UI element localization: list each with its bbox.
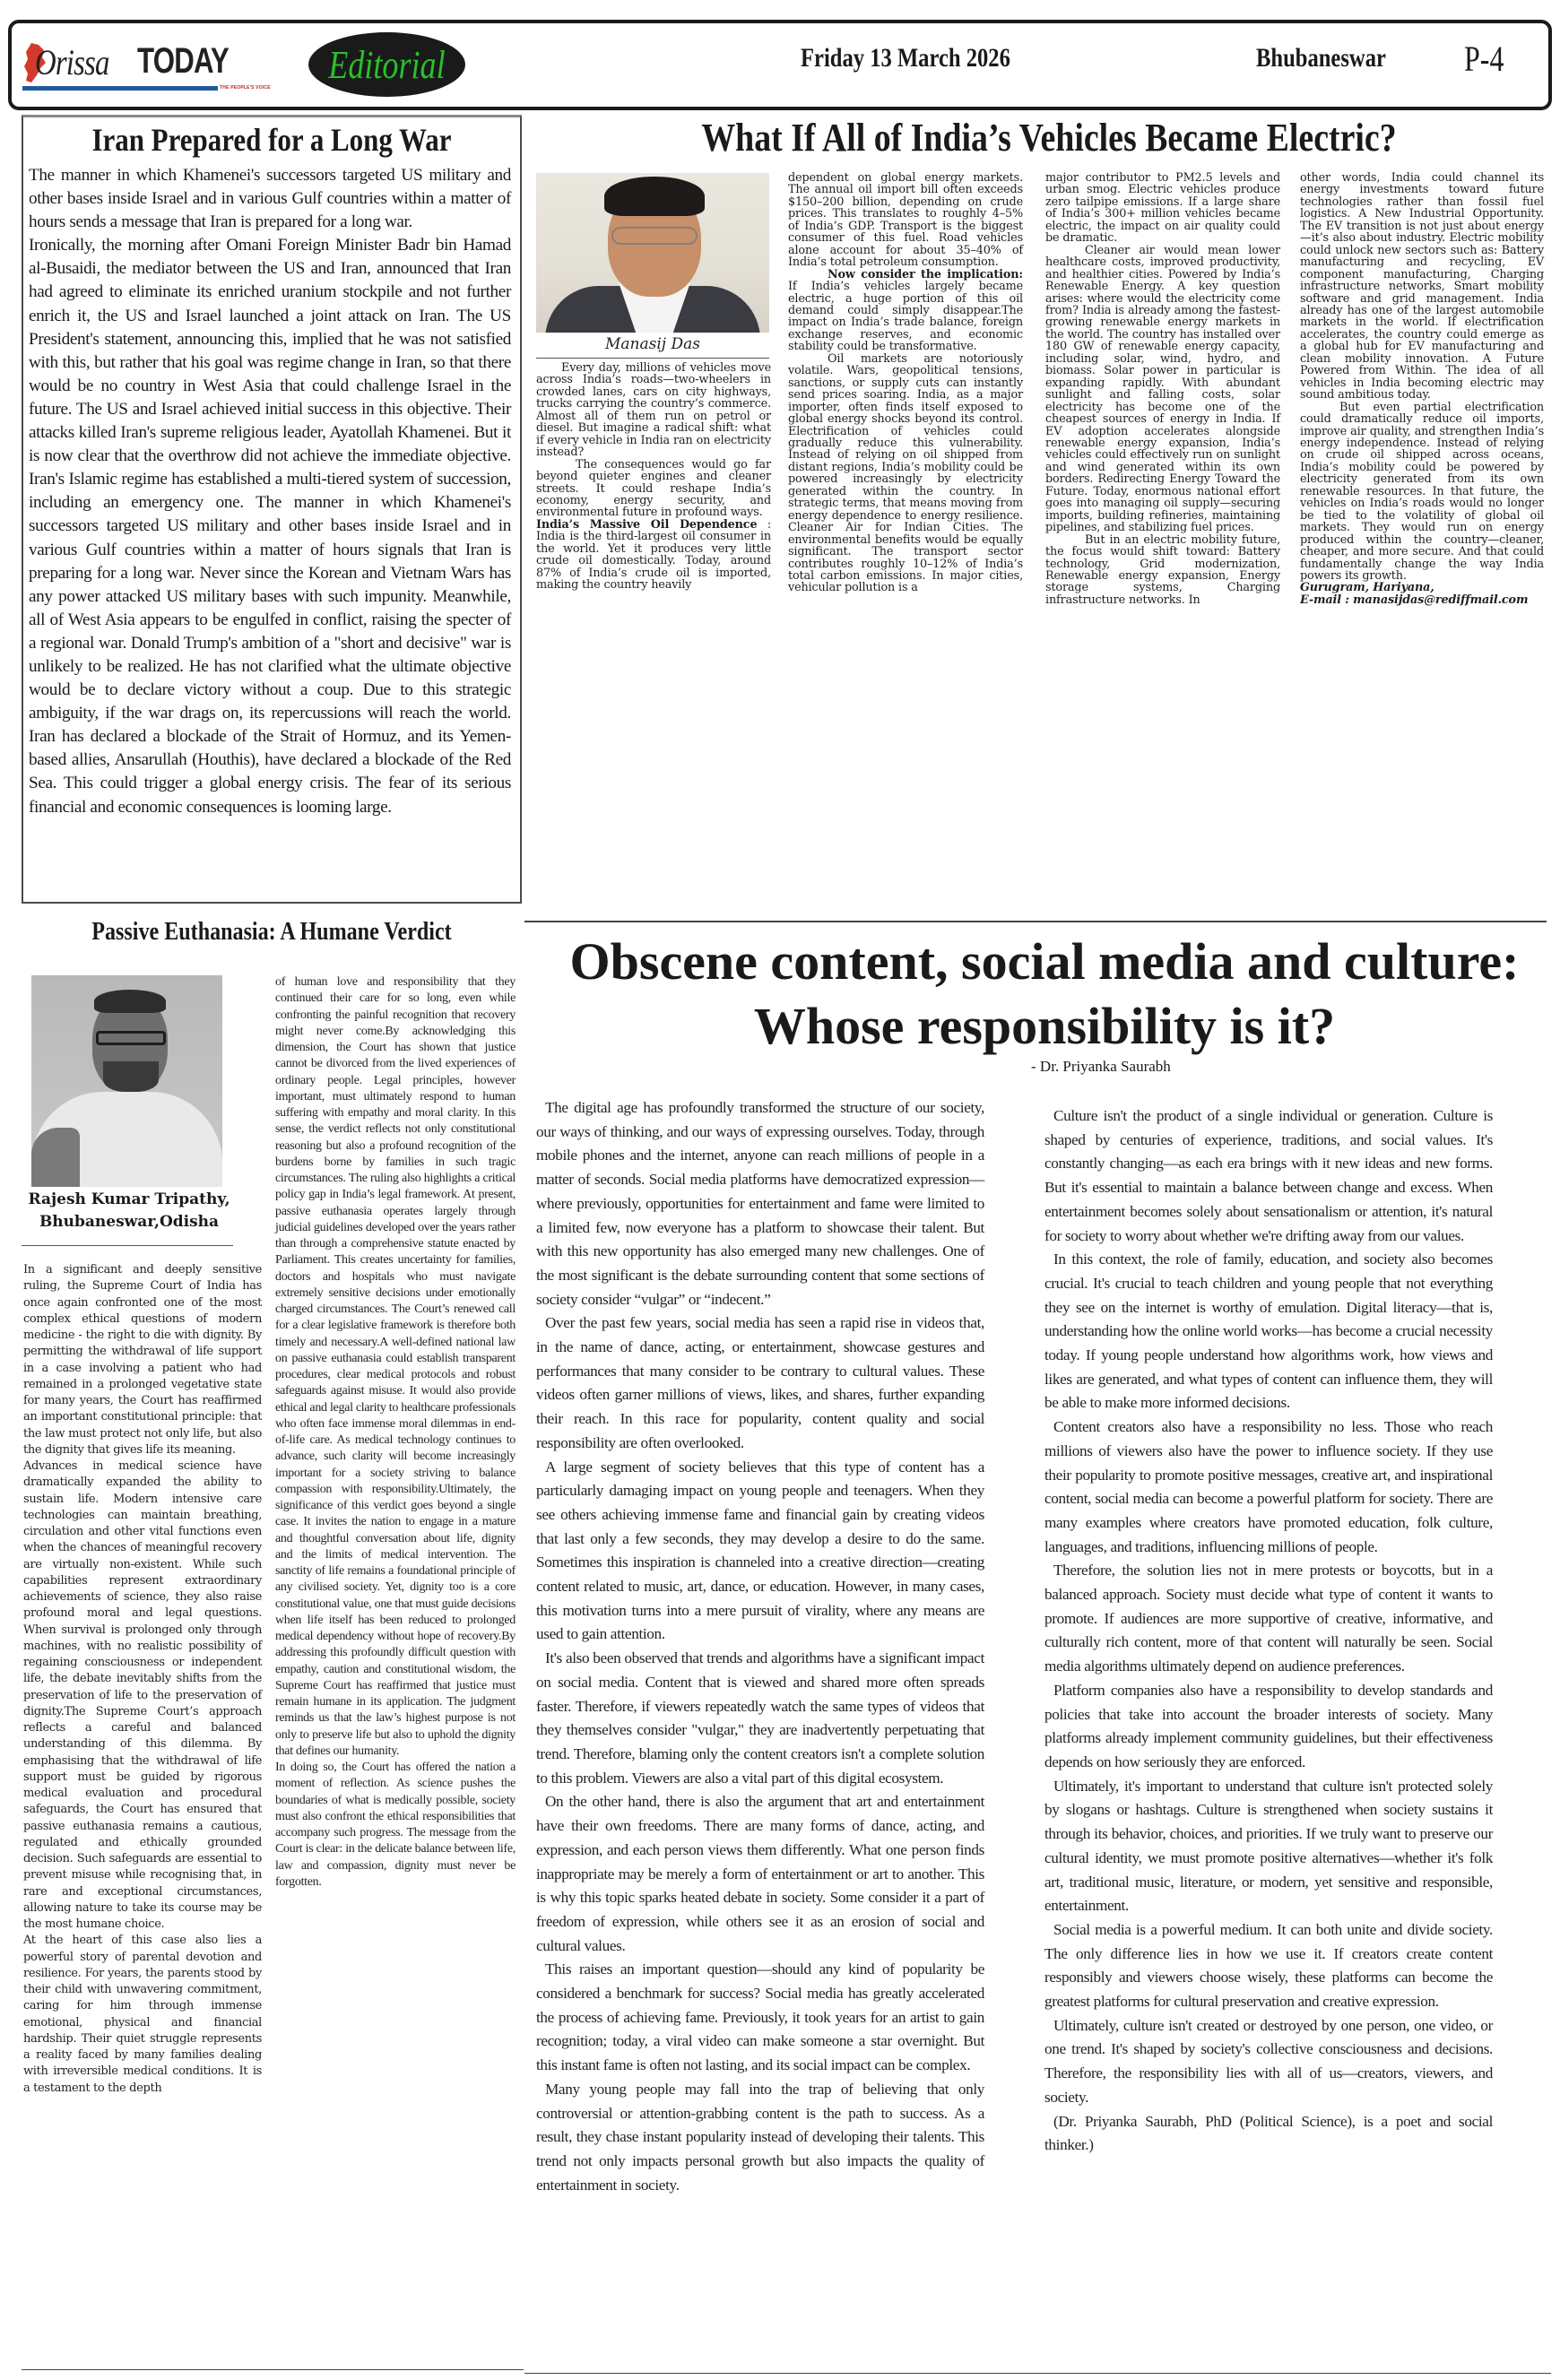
paragraph: It's also been observed that trends and algorithms have a significant impact on social media. Content that is viewed and shared more often spreads faster. Therefore, if viewers repeatedly watch the same types of videos that they themselves consider "vulgar," they are inadvertently perpetuating that trend. Therefore, blaming only the content creators isn't a complete solution to this problem. Viewers are also a vital part of this digital ecosystem.	[536, 1649, 984, 1787]
paragraph: India’s Massive Oil Dependence : India is the third-largest oil consumer in the world. Yet it produces very little crude oil domestically. Today, around 87% of India’s crude oil is imported, making the country heavily	[536, 517, 771, 593]
paragraph: This raises an important question—should any kind of popularity be considered a benchmark for success? Social media has greatly accelerated the process of achieving fame. Previously, it took years for an artist to gain recognition; today, a viral video can make someone a star overnight. But this instant fame is often not lasting, and its social impact can be complex.	[536, 1960, 984, 2074]
divider	[22, 1245, 233, 1246]
article-title: What If All of India’s Vehicles Became Electric?	[701, 116, 1397, 160]
paragraph: Many young people may fall into the trap of believing that only controversial or attention-grabbing content is the path to success. As a result, they chase instant popularity instead of developing their talents. This trend not only impacts personal growth but also impacts the quality of entertainment in society.	[536, 2080, 984, 2194]
photo-caption: Manasij Das	[605, 335, 700, 353]
article-body	[29, 164, 511, 819]
author-credit	[22, 1189, 237, 1233]
divider	[22, 2369, 524, 2370]
subhead: India’s Massive Oil Dependence	[536, 517, 758, 532]
paragraph: Now consider the implication: If India’s vehicles largely became electric, a huge portion of this oil demand could simply disappear.The impact on India’s trade balance, foreign exchange reserves, and economic stability could be transformative.	[788, 267, 1023, 354]
paragraph: Platform companies also have a responsibility to develop standards and policies that take into account the broader interests of society. Many platforms already implement community guidelines, but their effectiveness depends on how seriously they are enforced.	[1044, 1681, 1493, 1770]
paragraph: Culture isn't the product of a single individual or generation. Culture is shaped by centuries of experience, traditions, and social values. It's constantly changing—as each era brings with it new ideas and new forms. But it's essential to maintain a balance between change and excess. When entertainment becomes solely about sensationalism or attention, it's natural for society to worry about whether we're drifting away from our values.	[1044, 1107, 1493, 1244]
author-photo	[31, 975, 222, 1187]
logo-orissa-text: Orissa	[35, 42, 109, 82]
author-email[interactable]: E-mail : manasijdas@rediffmail.com	[1300, 593, 1529, 607]
author-bio: (Dr. Priyanka Saurabh, PhD (Political Science), is a poet and social thinker.)	[1044, 2112, 1493, 2154]
paragraph: Cleaner air would mean lower healthcare costs, improved productivity, and healthier cities. Powered by India’s Renewable Energy. A key question arises: where would the electricity come from? India is already among the fastest-growing renewable energy markets in the world. The country has installed over 180 GW of renewable energy capacity, including solar, wind, hydro, and biomass. Solar power in particular is expanding rapidly. With abundant sunlight and falling costs, solar electricity has become one of the cheapest sources of energy in India. If EV adoption accelerates alongside renewable energy expansion, India’s vehicles could effectively run on sunlight and wind generated within its own borders. Redirecting Energy Toward the Future. Today, enormous national effort goes into managing oil supply—securing imports, building refineries, maintaining pipelines, and stabilizing fuel prices.	[1045, 243, 1280, 535]
paragraph: Content creators also have a responsibility no less. Those who reach millions of viewers also have the power to influence society. If they use their popularity to promote positive messages, creative art, and inspirational content, social media can become a powerful platform for society. There are many examples where creators have promoted education, folk culture, languages, and traditions, influencing millions of people.	[1044, 1418, 1493, 1555]
author-location: Bhubaneswar,Odisha	[39, 1213, 220, 1231]
paragraph: On the other hand, there is also the argument that art and entertainment have their own freedoms. There are many forms of dance, acting, and expression, and each person views them differently. What one person finds inappropriate may be merely a form of entertainment or art to another. This is why this topic sparks heated debate in society. Some consider it a part of freedom of expression, while others see it as an erosion of social and cultural values.	[536, 1793, 984, 1954]
paragraph: Oil markets are notoriously volatile. Wars, geopolitical tensions, sanctions, or supply cuts can instantly send prices soaring. India, as a major importer, often finds itself exposed to global energy shocks beyond its control. Electrification of vehicles could gradually reduce this vulnerability. Instead of relying on oil shipped from distant regions, India’s mobility could be powered increasingly by electricity generated within the country. In strategic terms, that means moving from energy dependence to energy resilience. Cleaner Air for Indian Cities. The environmental benefits would be equally significant. The transport sector contributes roughly 10–12% of India’s total carbon emissions. In major cities, vehicular pollution is a	[788, 351, 1023, 595]
paragraph: In this context, the role of family, education, and society also becomes crucial. It's crucial to teach children and young people that not everything they see on the internet is worthy of emulation. Digital literacy—that is, understanding how the online world works—has become a crucial necessity today. If young people understand how algorithms work, how views and likes are generated, and what types of content can influence them, they will be able to make more informed decisions.	[1044, 1251, 1493, 1412]
paragraph: In a significant and deeply sensitive ruling, the Supreme Court of India has once again confronted one of the most complex ethical questions of modern medicine - the right to die with dignity. By permitting the withdrawal of life support in a case involving a patient who had remained in a prolonged vegetative state for many years, the Court has reaffirmed an important constitutional principle: that the law must protect not only life, but also the dignity that gives life its meaning.	[23, 1263, 262, 1457]
author-location: Gurugram, Hariyana,	[1300, 581, 1434, 595]
author-photo	[536, 173, 769, 333]
byline: - Dr. Priyanka Saurabh	[1031, 1058, 1171, 1075]
logo-underline	[22, 86, 218, 91]
paragraph: The digital age has profoundly transformed the structure of our society, our ways of thinking, and our ways of expressing ourselves. Today, through mobile phones and the internet, anyone can reach millions of people in a matter of seconds. Social media platforms have democratized expression—where previously, opportunities for entertainment and fame were limited to a limited few, now everyone has a platform to showcase their talent. But with this new opportunity has also emerged many new challenges. One of the most significant is the debate surrounding content that some sections of society consider “vulgar” or “indecent.”	[536, 1099, 984, 1308]
article-column	[536, 1096, 984, 2197]
paragraph: But even partial electrification could dramatically reduce oil imports, improve air quality, and strengthen India’s energy independence. Instead of relying on crude oil shipped across oceans, India’s mobility could be powered by electricity generated from its own renewable resources. In that future, the vehicles on India’s roads would no longer be tied to the volatility of global oil markets. They would run on energy produced within the country—cleaner, cheaper, and more secure. And that could fundamentally change the way India powers its growth.	[1300, 400, 1544, 583]
article-column	[1044, 1104, 1493, 2158]
paragraph: Over the past few years, social media has seen a rapid rise in videos that, in the name of dance, acting, or entertainment, showcase gestures and performances that many consider to be contrary to cultural values. These videos often garner millions of views, likes, and shares, further expanding their reach. In this race for popularity, content quality and social responsibility are often overlooked.	[536, 1314, 984, 1451]
paragraph: Advances in medical science have dramatically expanded the ability to sustain life. Modern intensive care technologies can maintain breathing, circulation and other vital functions even when the chances of meaningful recovery are virtually non-existent. While such capabilities represent extraordinary achievements of science, they also raise profound moral and legal questions. When survival is prolonged only through machines, with no realistic possibility of regaining consciousness or independent life, the debate inevitably shifts from the preservation of life to the preservation of dignity.The Supreme Court’s approach reflects a careful and balanced understanding of this dilemma. By emphasising that the withdrawal of life support must be guided by rigorous medical evaluation and procedural safeguards, the Court has ensured that passive euthanasia remains a cautious, regulated and ethically grounded decision. Such safeguards are essential to prevent misuse while recognising that, in rare and exceptional circumstances, allowing nature to take its course may be the most humane choice.	[23, 1459, 262, 1931]
article-title: Obscene content, social media and culture: Whose responsibility is it?	[569, 932, 1520, 1055]
paragraph: of human love and responsibility that they continued their care for so long, even while confronting the painful recognition that recovery might never come.By acknowledging this dimension, the Court has shown that justice cannot be divorced from the lived experiences of ordinary people. Legal principles, however important, must ultimately respond to human suffering with empathy and moral clarity. In this sense, the verdict reflects not only constitutional reasoning but also a profound recognition of the burdens borne by families in such tragic circumstances. The ruling also highlights a critical policy gap in India’s legal framework. At present, passive euthanasia operates largely through judicial guidelines developed over the years rather than through a comprehensive statute enacted by Parliament. This creates uncertainty for families, doctors and hospitals who must navigate extremely sensitive decisions under emotionally charged circumstances. The Court’s renewed call for a clear legislative framework is therefore both timely and necessary.A well-defined national law on passive euthanasia could establish transparent procedures, clear medical protocols and robust safeguards against misuse. It would also provide ethical and legal clarity to healthcare professionals who often face immense moral dilemmas in end-of-life care. As medical technology continues to advance, such clarity will become increasingly important for a society striving to balance compassion with responsibility.Ultimately, the significance of this verdict goes beyond a single case. It invites the nation to engage in a mature and thoughtful conversation about life, dignity and the limits of medical intervention. The sanctity of life remains a foundational principle of any civilised society. Yet, dignity too is a core constitutional value, one that must guide decisions when life itself has been reduced to prolonged medical dependency without hope of recovery.By addressing this profoundly difficult question with empathy, caution and constitutional wisdom, the Supreme Court has reaffirmed that justice must remain humane in its application. The judgment reminds us that the law’s highest purpose is not only to preserve life but also to uphold the dignity that defines our humanity.	[275, 975, 516, 1758]
article-title: Passive Euthanasia: A Humane Verdict	[91, 918, 452, 946]
paragraph: Ultimately, it's important to understand that culture isn't protected solely by slogans or hashtags. Culture is strengthened when society sustains it through its behavior, choices, and priorities. If we truly want to preserve our cultural identity, we must promote positive alternatives—whether it's folk art, traditional music, literature, or modern, yet sensitive and responsible, entertainment.	[1044, 1777, 1493, 1915]
article-column	[788, 172, 1023, 594]
paragraph: major contributor to PM2.5 levels and urban smog. Electric vehicles produce zero tailpipe emissions. If a large share of India’s 300+ million vehicles became electric, the impact on air quality could be dramatic.	[1045, 171, 1280, 246]
paragraph: Ultimately, culture isn't created or destroyed by one person, one video, or one trend. It's shaped by society's collective consciousness and decisions. Therefore, the responsibility lies with all of us—creators, viewers, and society.	[1044, 2016, 1493, 2106]
paragraph: At the heart of this case also lies a powerful story of parental devotion and resilience. For years, the parents stood by their child with unwavering commitment, caring for him through immense emotional, physical and financial hardship. Their quiet struggle represents a reality faced by many families dealing with irreversible medical conditions. It is a testament to the depth	[23, 1934, 262, 2095]
paragraph: The manner in which Khamenei's successors targeted US military and other bases inside Israel and in various Gulf countries within a matter of hours sends a message that Iran is prepared for a long war.	[29, 166, 511, 232]
paragraph: Ironically, the morning after Omani Foreign Minister Badr bin Hamad al-Busaidi, the mediator between the US and Iran, announced that Iran had agreed to eliminate its enriched uranium stockpile and not further enrich it, the US and Israel launched a joint attack on Iran. The US President's statement, announcing this, implied that he was not satisfied with this, but rather that his goal was regime change in Iran, so that there would be no country in West Asia that could challenge Israel in the future. The US and Israel achieved initial success in this objective. Their attacks killed Iran's supreme religious leader, Ayatollah Khamenei. But it is now clear that the overthrow did not achieve the immediate objective. Iran's Islamic regime has established a multi-tiered system of succession, including an emergency one. The manner in which Khamenei's successors targeted US military and other bases inside Israel and in various Gulf countries within a matter of hours signals that Iran is preparing for a long war. Never since the Korean and Vietnam Wars has any power attacked US military bases with such impunity. Meanwhile, all of West Asia appears to be engulfed in conflict, raising the specter of a regional war. Donald Trump's ambition of a "short and decisive" war is unlikely to be realized. He has not clarified what the ultimate objective would be to declare victory without a coup. Due to this strategic ambiguity, if the war drags on, its repercussions will reach the world. Iran has declared a blockade of the Strait of Hormuz, and its Yemen-based allies, Ansarullah (Houthis), have declared a blockade of the Red Sea. This could trigger a global energy crisis. The fear of its serious financial and economic consequences is looming large.	[29, 236, 511, 817]
section-label: Editorial	[328, 42, 446, 87]
paragraph: A large segment of society believes that this type of content has a particularly damaging impact on young people and teenagers. When they see others achieving immense fame and financial gain by creating videos that last only a few seconds, they may develop a desire to do the same. Sometimes this inspiration is channeled into a creative direction—creating content related to music, art, dance, or education. However, in many cases, this motivation turns into a mere pursuit of virality, where any means are used to gain attention.	[536, 1458, 984, 1643]
divider	[524, 2373, 1551, 2374]
logo-today-text: TODAY	[137, 41, 229, 81]
section-badge	[308, 32, 465, 97]
article-column	[1045, 172, 1280, 606]
paragraph: The consequences would go far beyond quieter engines and cleaner streets. It could reshape India’s economy, energy security, and environmental future in profound ways.	[536, 457, 771, 520]
article-iran	[22, 115, 522, 904]
article-column	[275, 974, 516, 1891]
divider	[524, 921, 1547, 922]
subhead: Now consider the implication:	[828, 267, 1023, 281]
article-title: Iran Prepared for a Long War	[91, 122, 452, 158]
masthead	[8, 20, 1552, 110]
paragraph: Every day, millions of vehicles move across India’s roads—two-wheelers in crowded lanes, cars on city highways, trucks carrying the country’s commerce. Almost all of them run on petrol or diesel. But imagine a radical shift: what if every vehicle in India ran on electricity instead?	[536, 361, 771, 460]
paragraph: other words, India could channel its energy investments toward future technologies rather than fossil fuel logistics. A New Industrial Opportunity. The EV transition is not just about energy—it’s also about industry. Electric mobility could unlock new sectors such as: Battery manufacturing and recycling, EV component manufacturing, Charging infrastructure networks, Smart mobility software and grid management. India already has one of the largest automobile markets in the world. If electrification accelerates, the country could emerge as a global hub for EV manufacturing and clean mobility innovation. A Future Powered from Within. The idea of all vehicles in India becoming electric may sound ambitious today.	[1300, 171, 1544, 402]
author-name: Rajesh Kumar Tripathy,	[28, 1190, 230, 1208]
newspaper-logo[interactable]	[22, 39, 278, 95]
logo-tagline: THE PEOPLE'S VOICE	[220, 85, 271, 91]
article-column	[23, 1262, 262, 2097]
paragraph: dependent on global energy markets. The annual oil import bill often exceeds $150–200 billion, depending on crude prices. This translates to roughly 4–5% of India’s GDP. Transport is the biggest consumer of this fuel. Road vehicles alone account for about 35–40% of India’s total petroleum consumption.	[788, 171, 1023, 270]
article-column	[1300, 172, 1544, 606]
edition-city: Bhubaneswar	[1256, 43, 1386, 73]
paragraph: But in an electric mobility future, the focus would shift toward: Battery technology, Grid modernization, Renewable energy expansion, Energy storage systems, Charging infrastructure networks. In	[1045, 532, 1280, 607]
paragraph: Social media is a powerful medium. It can both unite and divide society. The only difference lies in how we use it. If creators create content responsibly and viewers choose wisely, these platforms can become the greatest platforms for cultural preservation and creative expression.	[1044, 1920, 1493, 2011]
paragraph: Therefore, the solution lies not in mere protests or boycotts, but in a balanced approach. Society must decide what type of content it wants to promote. If audiences are more supportive of creative, informative, and culturally rich content, more of that content will naturally be seen. Social media algorithms ultimately depend on audience preferences.	[1044, 1562, 1493, 1675]
page-number: P-4	[1464, 39, 1504, 79]
paragraph: In doing so, the Court has offered the nation a moment of reflection. As science pushes the boundaries of what is medically possible, society must also confront the ethical responsibilities that accompany such progress. The message from the Court is clear: in the delicate balance between life, law and compassion, dignity must never be forgotten.	[275, 1761, 516, 1889]
divider	[536, 358, 769, 359]
article-column	[536, 362, 771, 592]
issue-date: Friday 13 March 2026	[801, 43, 1010, 73]
